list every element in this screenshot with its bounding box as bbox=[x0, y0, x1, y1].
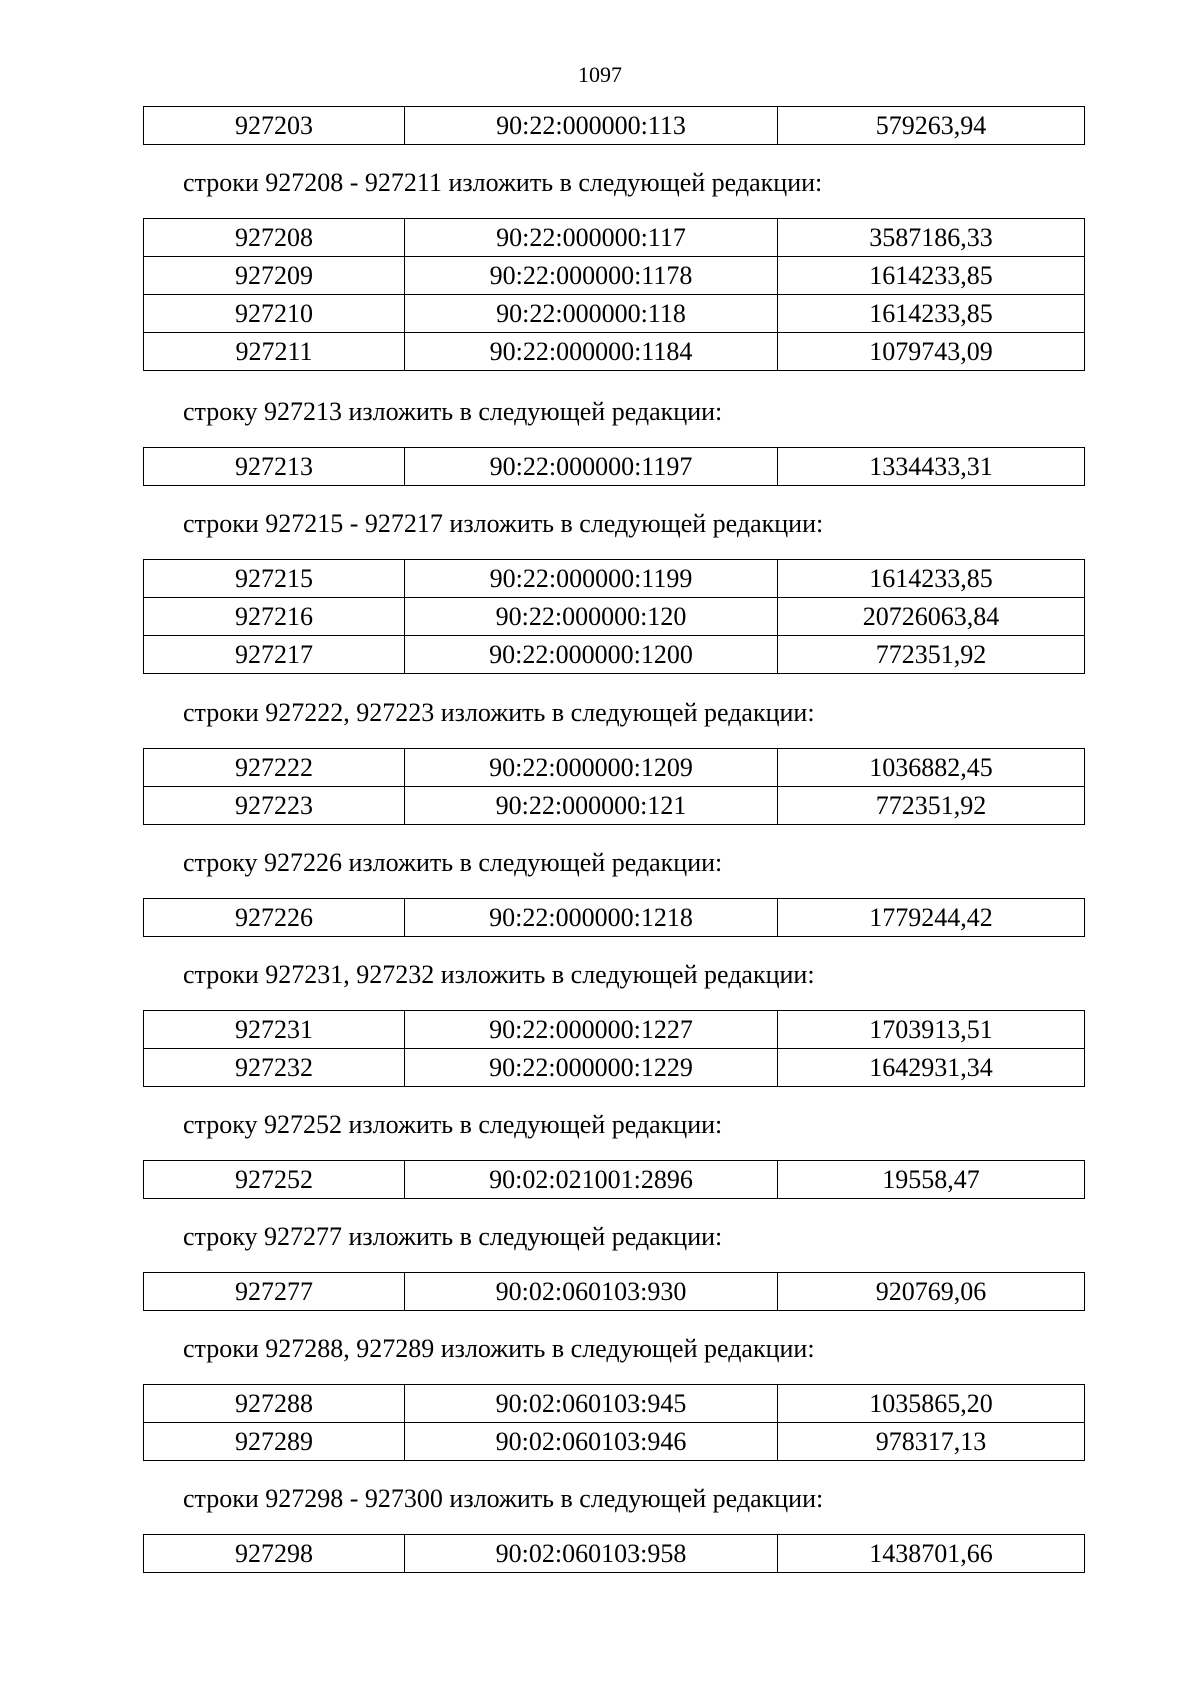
value-cell: 19558,47 bbox=[778, 1161, 1085, 1199]
row-number-cell: 927232 bbox=[144, 1049, 405, 1087]
value-cell: 579263,94 bbox=[778, 107, 1085, 145]
cadastral-number-cell: 90:22:000000:118 bbox=[405, 295, 778, 333]
data-table bbox=[143, 748, 1085, 825]
row-number-cell: 927223 bbox=[144, 787, 405, 825]
table-row bbox=[144, 899, 1085, 937]
data-table bbox=[143, 1384, 1085, 1461]
data-table bbox=[143, 1160, 1085, 1199]
table-row bbox=[144, 749, 1085, 787]
value-cell: 1614233,85 bbox=[778, 560, 1085, 598]
row-number-cell: 927226 bbox=[144, 899, 405, 937]
data-table bbox=[143, 106, 1085, 145]
section-caption: строки 927222, 927223 изложить в следующей редакции: bbox=[183, 698, 815, 727]
table-row bbox=[144, 219, 1085, 257]
row-number-cell: 927211 bbox=[144, 333, 405, 371]
row-number-cell: 927298 bbox=[144, 1535, 405, 1573]
data-table bbox=[143, 218, 1085, 371]
row-number-cell: 927252 bbox=[144, 1161, 405, 1199]
value-cell: 1642931,34 bbox=[778, 1049, 1085, 1087]
value-cell: 20726063,84 bbox=[778, 598, 1085, 636]
value-cell: 1614233,85 bbox=[778, 257, 1085, 295]
table-row bbox=[144, 448, 1085, 486]
cadastral-number-cell: 90:22:000000:1184 bbox=[405, 333, 778, 371]
table-row bbox=[144, 257, 1085, 295]
section-caption: строку 927213 изложить в следующей редакции: bbox=[183, 397, 723, 426]
row-number-cell: 927217 bbox=[144, 636, 405, 674]
table-row bbox=[144, 1385, 1085, 1423]
row-number-cell: 927289 bbox=[144, 1423, 405, 1461]
table-row bbox=[144, 636, 1085, 674]
value-cell: 1079743,09 bbox=[778, 333, 1085, 371]
section-caption: строки 927215 - 927217 изложить в следующей редакции: bbox=[183, 509, 824, 538]
data-table bbox=[143, 1272, 1085, 1311]
section-caption: строку 927277 изложить в следующей редакции: bbox=[183, 1222, 723, 1251]
table-row bbox=[144, 598, 1085, 636]
table-row bbox=[144, 107, 1085, 145]
cadastral-number-cell: 90:22:000000:1200 bbox=[405, 636, 778, 674]
row-number-cell: 927288 bbox=[144, 1385, 405, 1423]
cadastral-number-cell: 90:22:000000:1229 bbox=[405, 1049, 778, 1087]
data-table bbox=[143, 1010, 1085, 1087]
section-caption: строки 927208 - 927211 изложить в следующей редакции: bbox=[183, 168, 823, 197]
table-row bbox=[144, 560, 1085, 598]
section-caption: строки 927231, 927232 изложить в следующей редакции: bbox=[183, 960, 815, 989]
data-table bbox=[143, 447, 1085, 486]
table-row bbox=[144, 1273, 1085, 1311]
cadastral-number-cell: 90:02:021001:2896 bbox=[405, 1161, 778, 1199]
table-row bbox=[144, 1535, 1085, 1573]
value-cell: 3587186,33 bbox=[778, 219, 1085, 257]
data-table bbox=[143, 898, 1085, 937]
table-row bbox=[144, 787, 1085, 825]
cadastral-number-cell: 90:02:060103:930 bbox=[405, 1273, 778, 1311]
value-cell: 772351,92 bbox=[778, 787, 1085, 825]
cadastral-number-cell: 90:22:000000:120 bbox=[405, 598, 778, 636]
value-cell: 1779244,42 bbox=[778, 899, 1085, 937]
cadastral-number-cell: 90:22:000000:1218 bbox=[405, 899, 778, 937]
cadastral-number-cell: 90:22:000000:113 bbox=[405, 107, 778, 145]
cadastral-number-cell: 90:22:000000:1178 bbox=[405, 257, 778, 295]
row-number-cell: 927210 bbox=[144, 295, 405, 333]
cadastral-number-cell: 90:22:000000:1197 bbox=[405, 448, 778, 486]
cadastral-number-cell: 90:22:000000:1199 bbox=[405, 560, 778, 598]
row-number-cell: 927208 bbox=[144, 219, 405, 257]
table-row bbox=[144, 295, 1085, 333]
row-number-cell: 927216 bbox=[144, 598, 405, 636]
cadastral-number-cell: 90:22:000000:117 bbox=[405, 219, 778, 257]
section-caption: строки 927288, 927289 изложить в следующей редакции: bbox=[183, 1334, 815, 1363]
row-number-cell: 927222 bbox=[144, 749, 405, 787]
value-cell: 772351,92 bbox=[778, 636, 1085, 674]
table-row bbox=[144, 1011, 1085, 1049]
row-number-cell: 927277 bbox=[144, 1273, 405, 1311]
cadastral-number-cell: 90:22:000000:1227 bbox=[405, 1011, 778, 1049]
cadastral-number-cell: 90:02:060103:958 bbox=[405, 1535, 778, 1573]
table-row bbox=[144, 1049, 1085, 1087]
value-cell: 1036882,45 bbox=[778, 749, 1085, 787]
value-cell: 920769,06 bbox=[778, 1273, 1085, 1311]
value-cell: 1035865,20 bbox=[778, 1385, 1085, 1423]
table-row bbox=[144, 1161, 1085, 1199]
cadastral-number-cell: 90:02:060103:946 bbox=[405, 1423, 778, 1461]
table-row bbox=[144, 333, 1085, 371]
row-number-cell: 927215 bbox=[144, 560, 405, 598]
cadastral-number-cell: 90:02:060103:945 bbox=[405, 1385, 778, 1423]
value-cell: 1703913,51 bbox=[778, 1011, 1085, 1049]
section-caption: строки 927298 - 927300 изложить в следующей редакции: bbox=[183, 1484, 824, 1513]
row-number-cell: 927203 bbox=[144, 107, 405, 145]
row-number-cell: 927231 bbox=[144, 1011, 405, 1049]
data-table bbox=[143, 559, 1085, 674]
page-number: 1097 bbox=[578, 62, 622, 87]
row-number-cell: 927213 bbox=[144, 448, 405, 486]
value-cell: 1334433,31 bbox=[778, 448, 1085, 486]
section-caption: строку 927226 изложить в следующей редакции: bbox=[183, 848, 723, 877]
section-caption: строку 927252 изложить в следующей редакции: bbox=[183, 1110, 723, 1139]
cadastral-number-cell: 90:22:000000:121 bbox=[405, 787, 778, 825]
row-number-cell: 927209 bbox=[144, 257, 405, 295]
cadastral-number-cell: 90:22:000000:1209 bbox=[405, 749, 778, 787]
value-cell: 978317,13 bbox=[778, 1423, 1085, 1461]
data-table bbox=[143, 1534, 1085, 1573]
table-row bbox=[144, 1423, 1085, 1461]
value-cell: 1438701,66 bbox=[778, 1535, 1085, 1573]
value-cell: 1614233,85 bbox=[778, 295, 1085, 333]
